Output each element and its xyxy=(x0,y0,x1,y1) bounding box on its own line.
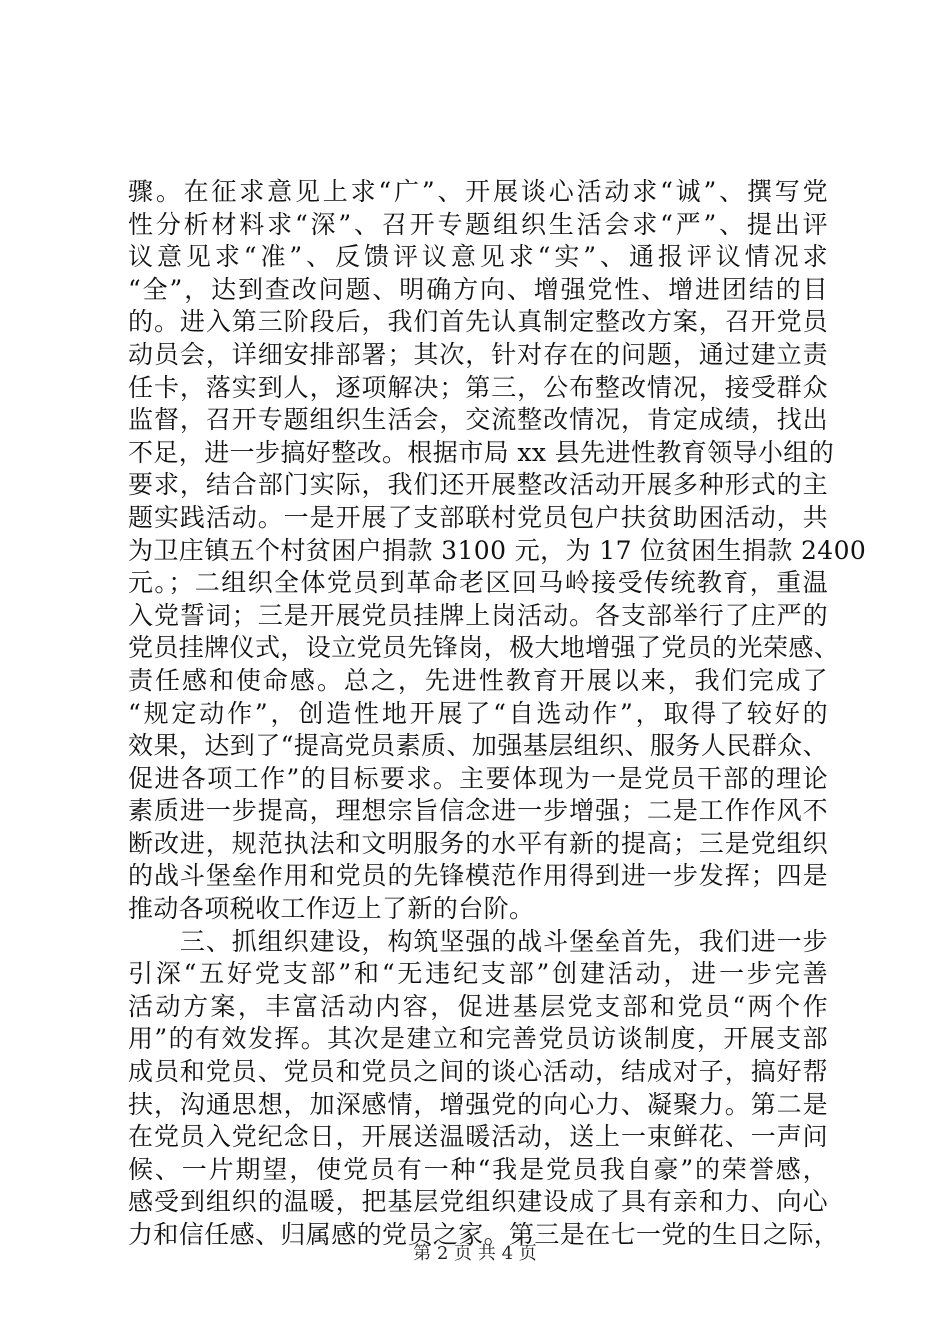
text-line: 断改进，规范执法和文明服务的水平有新的提高；三是党组织 xyxy=(128,828,828,858)
text-line: 用”的有效发挥。其次是建立和完善党员访谈制度，开展支部 xyxy=(128,1024,828,1054)
text-line: 力和信任感、归属感的党员之家。第三是在七一党的生日之际， xyxy=(128,1220,840,1249)
text-line: 责任感和使命感。总之，先进性教育开展以来，我们完成了 xyxy=(128,665,828,695)
text-line: 入党誓词；三是开展党员挂牌上岗活动。各支部举行了庄严的 xyxy=(128,600,828,630)
text-line: 要求，结合部门实际，我们还开展整改活动开展多种形式的主 xyxy=(128,470,828,500)
text-line: 的战斗堡垒作用和党员的先锋模范作用得到进一步发挥；四是 xyxy=(128,861,828,891)
page-number-label: 第 2 页 共 4 页 xyxy=(413,1243,537,1264)
text-line: 监督，召开专题组织生活会，交流整改情况，肯定成绩，找出 xyxy=(128,405,828,435)
text-line: 候、一片期望，使党员有一种“我是党员我自豪”的荣誉感， xyxy=(128,1154,828,1184)
text-line: 为卫庄镇五个村贫困户捐款 3100 元，为 17 位贫困生捐款 2400 xyxy=(128,535,867,565)
text-line: “规定动作”，创造性地开展了“自选动作”，取得了较好的 xyxy=(128,698,828,728)
text-line: 的。进入第三阶段后，我们首先认真制定整改方案，召开党员 xyxy=(128,307,828,337)
text-line: 成员和党员、党员和党员之间的谈心活动，结成对子，搞好帮 xyxy=(128,1057,828,1087)
text-line: 骤。在征求意见上求“广”、开展谈心活动求“诚”、撰写党 xyxy=(128,177,828,206)
text-line: 素质进一步提高，理想宗旨信念进一步增强；二是工作作风不 xyxy=(128,796,828,826)
text-line: 在党员入党纪念日，开展送温暖活动，送上一束鲜花、一声问 xyxy=(128,1122,828,1152)
document-body xyxy=(128,176,867,1252)
text-line: 效果，达到了“提高党员素质、加强基层组织、服务人民群众、 xyxy=(128,731,828,761)
text-line: 促进各项工作”的目标要求。主要体现为一是党员干部的理论 xyxy=(128,763,828,793)
text-line: 三、抓组织建设，构筑坚强的战斗堡垒首先，我们进一步 xyxy=(128,926,828,956)
text-line: 动员会，详细安排部署；其次，针对存在的问题，通过建立责 xyxy=(128,339,828,369)
text-line: 不足，进一步搞好整改。根据市局 xx 县先进性教育领导小组的 xyxy=(128,437,835,467)
text-line: 扶，沟通思想，加深感情，增强党的向心力、凝聚力。第二是 xyxy=(128,1089,828,1119)
text-line: “全”，达到查改问题、明确方向、增强党性、增进团结的目 xyxy=(128,274,828,304)
text-line: 性分析材料求“深”、召开专题组织生活会求“严”、提出评 xyxy=(128,209,828,239)
text-line: 题实践活动。一是开展了支部联村党员包户扶贫助困活动，共 xyxy=(128,502,828,532)
text-line: 议意见求“准”、反馈评议意见求“实”、通报评议情况求 xyxy=(128,242,828,272)
text-line: 推动各项税收工作迈上了新的台阶。 xyxy=(128,894,535,924)
text-line: 任卡，落实到人，逐项解决；第三，公布整改情况，接受群众 xyxy=(128,372,828,402)
text-line: 元。；二组织全体党员到革命老区回马岭接受传统教育，重温 xyxy=(128,568,828,598)
text-line: 感受到组织的温暖，把基层党组织建设成了具有亲和力、向心 xyxy=(128,1187,828,1217)
text-line: 引深“五好党支部”和“无违纪支部”创建活动，进一步完善 xyxy=(128,959,828,989)
page-footer xyxy=(0,1242,950,1266)
paragraph-1 xyxy=(128,176,867,926)
text-line: 党员挂牌仪式，设立党员先锋岗，极大地增强了党员的光荣感、 xyxy=(128,633,840,663)
text-line: 活动方案，丰富活动内容，促进基层党支部和党员“两个作 xyxy=(128,991,828,1021)
paragraph-2 xyxy=(128,926,840,1252)
